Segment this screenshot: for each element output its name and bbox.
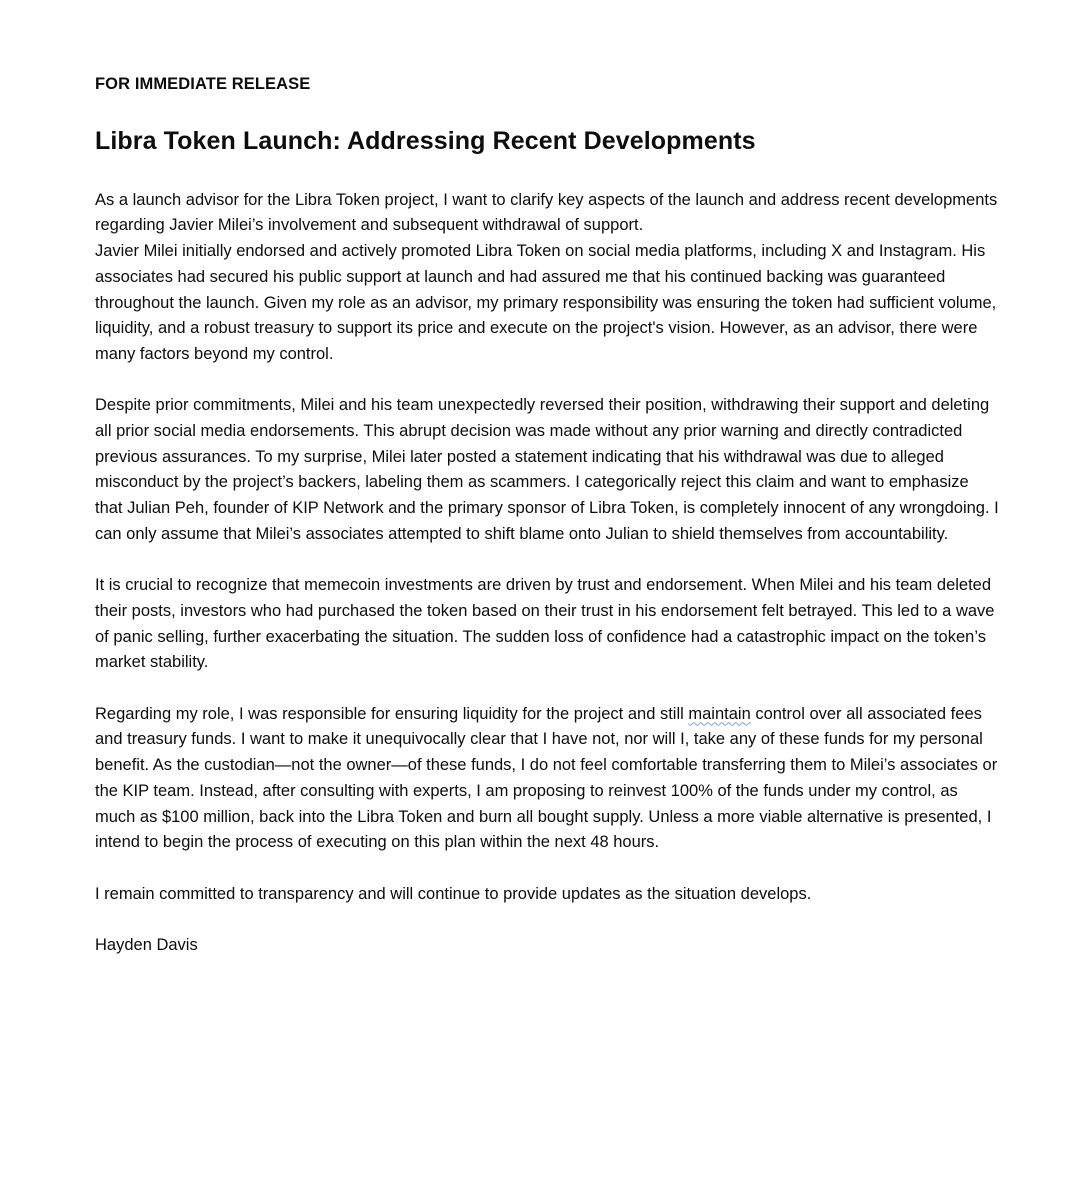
spellcheck-flagged-word[interactable]: maintain [688,704,751,723]
paragraph-intro-part2: Javier Milei initially endorsed and actively promoted Libra Token on social media platforms, including X and Instagram. His associates had secured his public support at launch and had assured me that his continued backing was guaranteed throughout the launch. Given my role as an advisor, my primary responsibility was ensuring the token had sufficient volume, liquidity, and a robust treasury to support its price and execute on the project's vision. However, as an advisor, there were many factors beyond my control. [95,242,997,363]
signature: Hayden Davis [95,936,198,955]
document-title: Libra Token Launch: Addressing Recent Developments [95,126,756,155]
paragraph-intro [95,188,1000,368]
paragraph-closing: I remain committed to transparency and will continue to provide updates as the situation develops. [95,884,812,903]
paragraph-funds [95,702,1000,856]
paragraph-funds-after-flag: control over all associated fees and treasury funds. I want to make it unequivocally clear that I have not, nor will I, take any of these funds for my personal benefit. As the custodian—not the owner—of these funds, I do not feel comfortable transferring them to Milei’s associates or the KIP team. Instead, after consulting with experts, I am proposing to reinvest 100% of the funds under my control, as much as $100 million, back into the Libra Token and burn all bought supply. Unless a more viable alternative is presented, I intend to begin the process of executing on this plan within the next 48 hours. [95,704,998,852]
paragraph-intro-part1: As a launch advisor for the Libra Token project, I want to clarify key aspects of the launch and address recent developments regarding Javier Milei’s involvement and subsequent withdrawal of support. [95,190,998,235]
paragraph-funds-before-flag: Regarding my role, I was responsible for ensuring liquidity for the project and still [95,704,689,723]
release-label: FOR IMMEDIATE RELEASE [95,75,311,93]
paragraph-withdrawal: Despite prior commitments, Milei and his team unexpectedly reversed their position, withdrawing their support and deleting all prior social media endorsements. This abrupt decision was made without any prior warning and directly contradicted previous assurances. To my surprise, Milei later posted a statement indicating that his withdrawal was due to alleged misconduct by the project’s backers, labeling them as scammers. I categorically reject this claim and want to emphasize that Julian Peh, founder of KIP Network and the primary sponsor of Libra Token, is completely innocent of any wrongdoing. I can only assume that Milei’s associates attempted to shift blame onto Julian to shield themselves from accountability. [95,396,999,543]
paragraph-impact: It is crucial to recognize that memecoin investments are driven by trust and endorsement. When Milei and his team deleted their posts, investors who had purchased the token based on their trust in his endorsement felt betrayed. This led to a wave of panic selling, further exacerbating the situation. The sudden loss of confidence had a catastrophic impact on the token’s market stability. [95,576,995,672]
